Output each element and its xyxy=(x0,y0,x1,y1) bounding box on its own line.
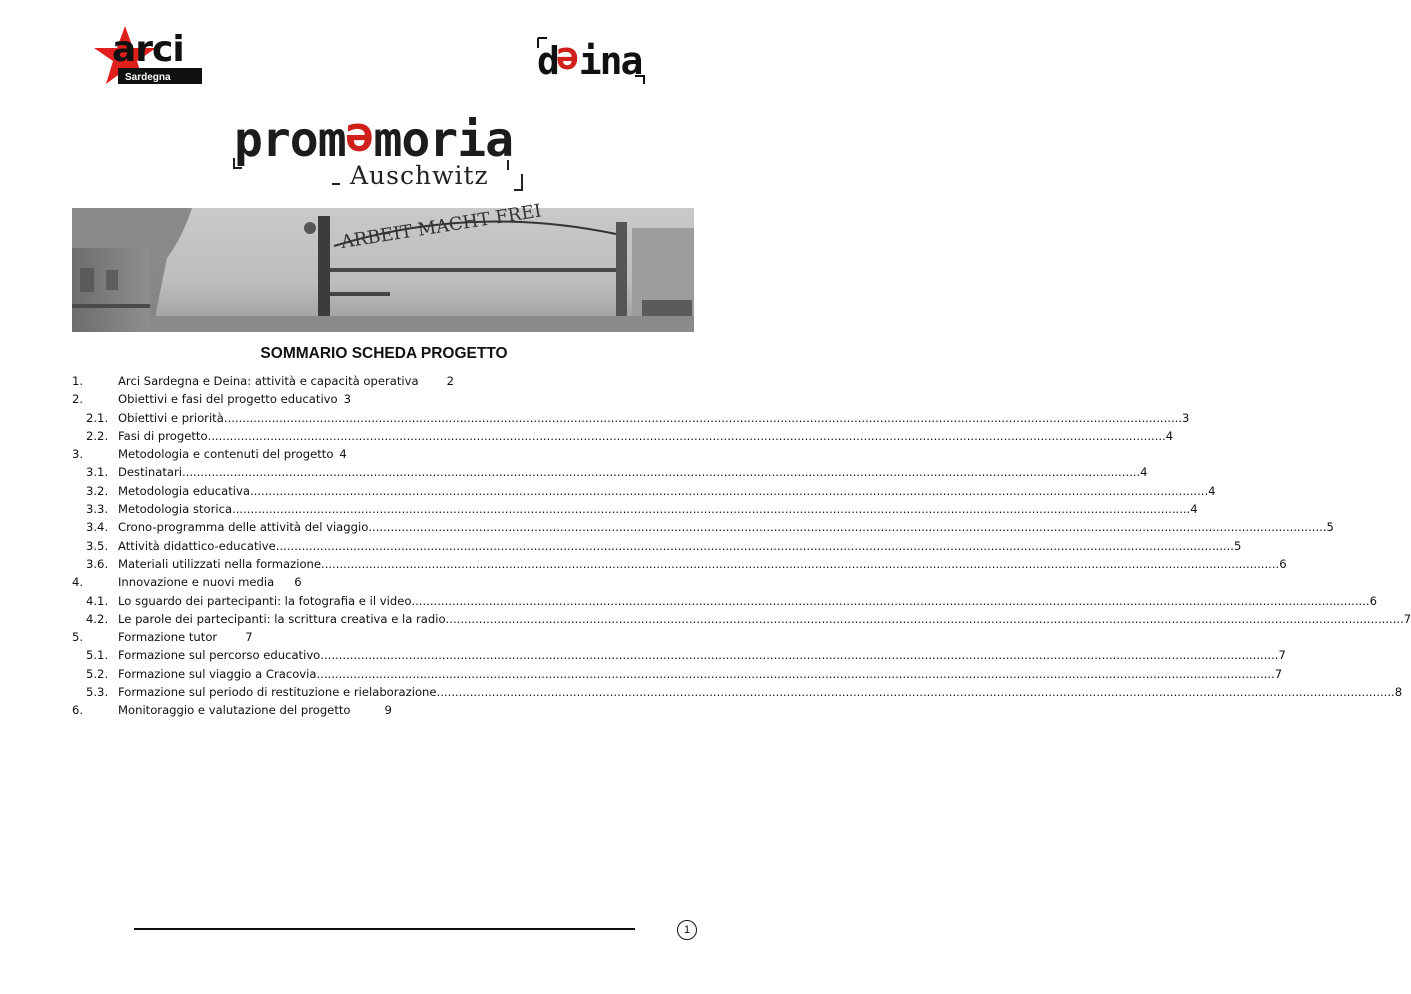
toc-number: 5.1. xyxy=(86,648,109,663)
toc-number: 6. xyxy=(72,703,84,718)
toc-entry-title: Formazione sul percorso educativo xyxy=(118,648,321,663)
toc-page-number: 4 xyxy=(1208,483,1216,498)
deina-wordmark xyxy=(537,40,641,82)
promemoria-suffix: moria xyxy=(373,112,513,168)
toc-number: 3.4. xyxy=(86,520,109,535)
toc-entry-body xyxy=(118,409,1190,427)
toc-dot-leader: .................................................................................................................................................................................................................................................................... xyxy=(316,666,1275,681)
toc-number: 5.3. xyxy=(86,685,109,700)
toc-dot-leader: .................................................................................................................................................................................................................................................................... xyxy=(275,538,1234,553)
toc-number: 3.6. xyxy=(86,556,109,571)
toc-subsection[interactable] xyxy=(72,592,1377,610)
toc-entry-title: Fasi di progetto xyxy=(118,428,208,443)
toc-number: 3.2. xyxy=(86,483,109,498)
toc-subsection[interactable] xyxy=(72,463,1148,481)
toc-entry-body xyxy=(118,482,1216,500)
toc-section[interactable] xyxy=(72,372,698,390)
toc-number: 3.3. xyxy=(86,502,109,517)
toc-subsection[interactable] xyxy=(72,683,1403,701)
toc-entry-title: Materiali utilizzati nella formazione xyxy=(118,556,322,571)
toc-entry-title: Formazione sul viaggio a Cracovia xyxy=(118,666,317,681)
toc-entry-body xyxy=(118,445,347,463)
toc-subsection[interactable] xyxy=(72,555,1287,573)
promemoria-prefix: prom xyxy=(234,112,346,168)
toc-number: 3.1. xyxy=(86,465,109,480)
toc-entry-title: Metodologia educativa xyxy=(118,483,250,498)
table-of-contents xyxy=(72,372,1411,720)
toc-subsection[interactable] xyxy=(72,500,1198,518)
toc-subsection[interactable] xyxy=(72,518,1334,536)
toc-number: 3. xyxy=(72,447,84,462)
gate-inscription: ARBEIT MACHT FREI xyxy=(339,200,543,253)
deina-suffix: ina xyxy=(578,39,642,83)
toc-subsection[interactable] xyxy=(72,646,1286,664)
toc-dot-leader: .................................................................................................................................................................................................................................................................... xyxy=(249,483,1209,498)
toc-page-number: 7 xyxy=(1274,666,1283,681)
toc-subsection[interactable] xyxy=(72,665,1283,683)
toc-entry-body xyxy=(118,610,1411,628)
toc-page-number: 4 xyxy=(1190,502,1198,517)
toc-entry-body xyxy=(118,628,253,646)
toc-number: 2.2. xyxy=(86,428,109,443)
toc-dot-leader: .................................................................................................................................................................................................................................................................... xyxy=(207,428,1166,443)
toc-entry-title: Le parole dei partecipanti: la scrittura creativa e la radio xyxy=(118,611,446,626)
deina-flipped-letter: e xyxy=(557,39,579,83)
toc-number: 5.2. xyxy=(86,666,109,681)
toc-page-number: 7 xyxy=(1403,611,1411,626)
toc-number: 1. xyxy=(72,374,84,388)
toc-subsection[interactable] xyxy=(72,409,1190,427)
toc-entry-body xyxy=(118,555,1287,573)
deina-logo xyxy=(535,36,647,86)
toc-entry-body xyxy=(118,518,1334,536)
toc-entry-title: Innovazione e nuovi media xyxy=(118,575,275,590)
toc-entry-title: Metodologia storica xyxy=(118,502,233,517)
toc-entry-title: Obiettivi e priorità xyxy=(118,410,224,425)
toc-page-number: 3 xyxy=(1182,410,1190,425)
toc-entry-title: Attività didattico-educative xyxy=(118,538,276,553)
toc-subsection[interactable] xyxy=(72,537,1242,555)
toc-entry-body xyxy=(118,372,454,390)
toc-page-number: 6 xyxy=(1369,593,1377,608)
toc-entry-body xyxy=(118,701,392,719)
toc-entry-title: Monitoraggio e valutazione del progetto xyxy=(118,703,351,718)
toc-entry-body xyxy=(118,665,1283,683)
toc-entry-title: Destinatari xyxy=(118,465,182,480)
toc-entry-title: Arci Sardegna e Deina: attività e capacità operativa xyxy=(118,374,419,388)
arci-sardegna-logo xyxy=(92,24,202,90)
toc-dot-leader: .................................................................................................................................................................................................................................................................... xyxy=(436,685,1395,700)
toc-entry-body xyxy=(118,390,351,408)
toc-dot-leader: .................................................................................................................................................................................................................................................................... xyxy=(223,410,1183,425)
auschwitz-gate-photo xyxy=(72,200,694,332)
auschwitz-subtitle: Auschwitz xyxy=(350,161,489,190)
toc-page-number: 9 xyxy=(384,703,392,718)
page-number: 1 xyxy=(677,920,697,940)
toc-page-number: 6 xyxy=(294,575,302,590)
toc-subsection[interactable] xyxy=(72,482,1216,500)
toc-number: 5. xyxy=(72,630,84,645)
toc-page-number: 7 xyxy=(245,630,253,645)
toc-entry-title: Metodologia e contenuti del progetto xyxy=(118,447,334,462)
toc-section[interactable] xyxy=(72,701,698,719)
toc-entry-body xyxy=(118,592,1377,610)
toc-subsection[interactable] xyxy=(72,427,1174,445)
toc-section[interactable] xyxy=(72,390,698,408)
toc-number: 2.1. xyxy=(86,410,109,425)
toc-page-number: 8 xyxy=(1394,685,1403,700)
toc-entry-body xyxy=(118,427,1174,445)
toc-page-number: 2 xyxy=(446,374,454,388)
toc-subsection[interactable] xyxy=(72,610,1411,628)
toc-entry-body xyxy=(118,537,1242,555)
toc-section[interactable] xyxy=(72,573,698,591)
toc-title: SOMMARIO SCHEDA PROGETTO xyxy=(260,345,508,362)
toc-entry-title: Lo sguardo dei partecipanti: la fotografia e il video xyxy=(118,593,412,608)
toc-entry-body xyxy=(118,463,1148,481)
toc-page-number: 5 xyxy=(1326,520,1334,535)
toc-dot-leader: .................................................................................................................................................................................................................................................................... xyxy=(320,648,1279,663)
toc-entry-title: Obiettivi e fasi del progetto educativo xyxy=(118,392,338,407)
toc-entry-title: Formazione sul periodo di restituzione e rielaborazione xyxy=(118,685,437,700)
toc-number: 4. xyxy=(72,575,84,590)
toc-page-number: 4 xyxy=(1165,428,1174,443)
toc-dot-leader: .................................................................................................................................................................................................................................................................... xyxy=(368,520,1327,535)
toc-dot-leader: .................................................................................................................................................................................................................................................................... xyxy=(411,593,1370,608)
toc-number: 4.2. xyxy=(86,611,109,626)
toc-page-number: 3 xyxy=(343,392,352,407)
toc-entry-title: Crono-programma delle attività del viaggio xyxy=(118,520,369,535)
toc-page-number: 4 xyxy=(1140,465,1148,480)
deina-prefix: d xyxy=(537,39,558,83)
toc-section[interactable] xyxy=(72,628,698,646)
arci-subtitle: Sardegna xyxy=(125,72,171,83)
toc-section[interactable] xyxy=(72,445,698,463)
toc-entry-body xyxy=(118,500,1198,518)
toc-dot-leader: .................................................................................................................................................................................................................................................................... xyxy=(181,465,1141,480)
toc-entry-body xyxy=(118,573,302,591)
toc-number: 2. xyxy=(72,392,84,407)
toc-number: 4.1. xyxy=(86,593,109,608)
toc-page-number: 4 xyxy=(339,447,347,462)
toc-dot-leader: .................................................................................................................................................................................................................................................................... xyxy=(445,611,1404,626)
toc-page-number: 6 xyxy=(1279,556,1287,571)
toc-dot-leader: .................................................................................................................................................................................................................................................................... xyxy=(232,502,1191,517)
promemoria-flipped-letter: e xyxy=(345,112,374,168)
toc-page-number: 5 xyxy=(1233,538,1242,553)
arci-wordmark: arci xyxy=(112,29,184,70)
toc-entry-body xyxy=(118,683,1403,701)
footer-rule xyxy=(134,928,635,930)
toc-number: 3.5. xyxy=(86,538,109,553)
toc-entry-body xyxy=(118,646,1286,664)
toc-page-number: 7 xyxy=(1278,648,1286,663)
toc-entry-title: Formazione tutor xyxy=(118,630,218,645)
toc-dot-leader: .................................................................................................................................................................................................................................................................... xyxy=(321,556,1280,571)
